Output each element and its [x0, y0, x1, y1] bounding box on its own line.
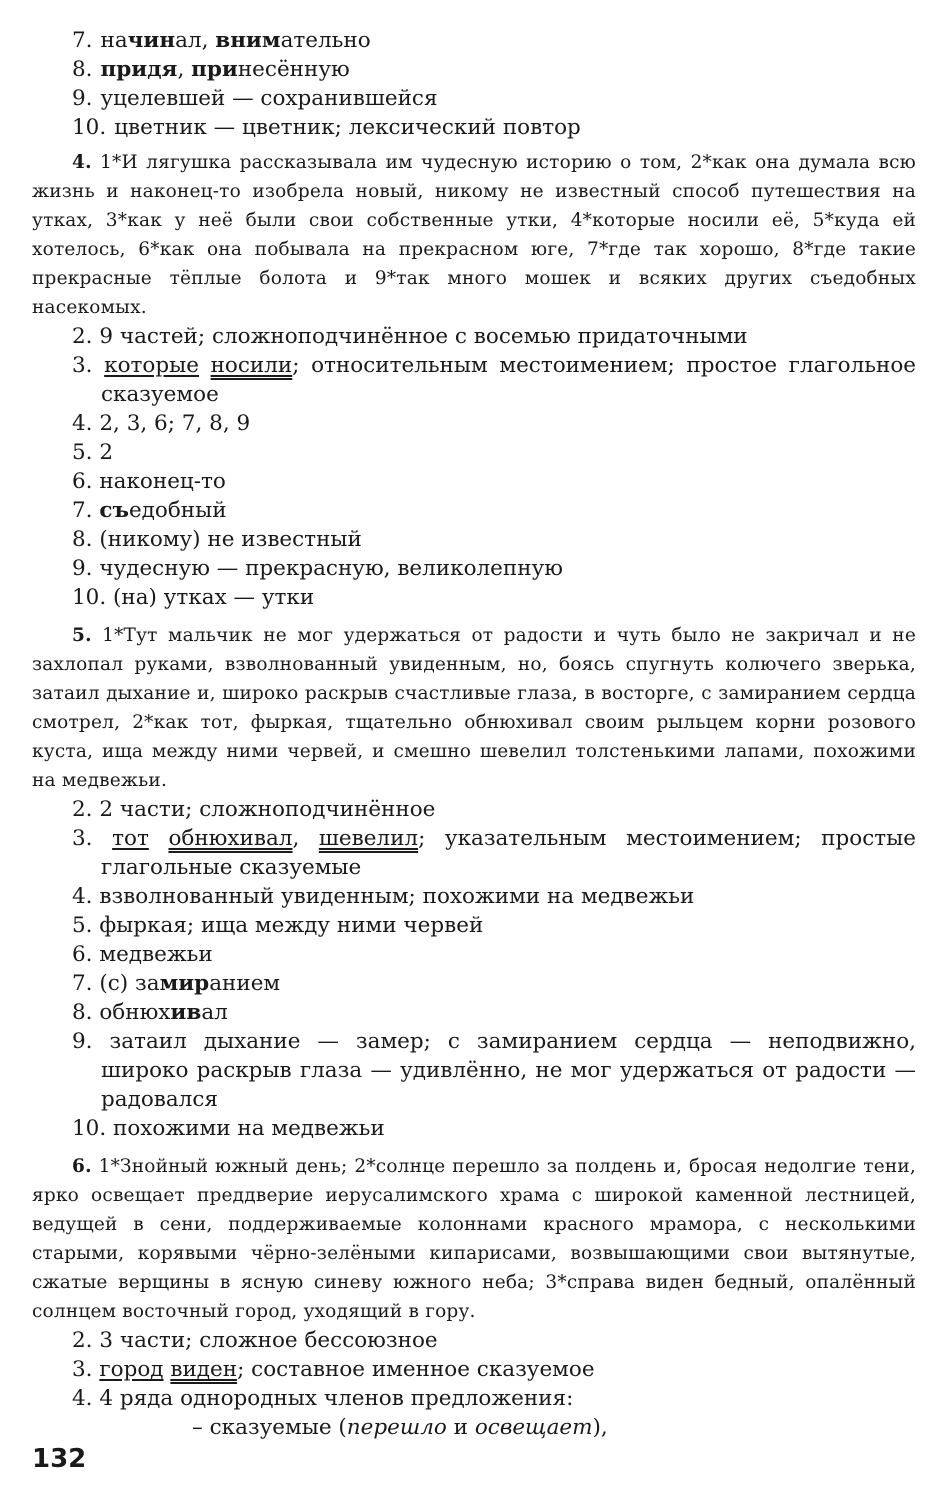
task5-answer-3: 3. тот обнюхивал, шевелил; указательным местоимением; простые глагольные сказуемые	[72, 826, 916, 880]
task4-answer-6: 6. наконец-то	[72, 469, 226, 494]
task4-answer-2: 2. 9 частей; сложноподчинённое с восемью придаточными	[72, 324, 748, 349]
task4-answer-8: 8. (никому) не известный	[72, 527, 362, 552]
top-list-item: 9. уцелевшей — сохранившейся	[72, 86, 438, 111]
task4-label: 4.	[72, 152, 92, 173]
task6-sentence: 1*Знойный южный день; 2*солнце перешло за полдень и, бросая недолгие тени, ярко освещает преддверие иерусалимского храма с широкой каменной лестницей, ведущей в сени, поддерживаемые колоннами красного мрамора, с несколькими старыми, корявыми чёрно-зелёными кипарисами, возвышающими свои вытянутые, сжатые верщины в ясную синеву южного неба; 3*справа виден бедный, опалённый солнцем восточный город, уходящий в гору.	[32, 1156, 916, 1322]
task5-answer-9: 9. затаил дыхание — замер; с замиранием сердца — неподвижно, широко раскрыв глаза — удивлённо, не мог удержаться от радости — радовался	[72, 1029, 916, 1112]
task6-text	[32, 1152, 916, 1326]
task5-answer-6: 6. медвежьи	[72, 942, 213, 967]
task4-subject: которые	[104, 353, 199, 378]
task5-answer-7: 7. (с) замиранием	[72, 971, 281, 996]
task5-label: 5.	[72, 625, 92, 646]
task4-text	[32, 148, 916, 322]
task5-answer-10: 10. похожими на медвежьи	[72, 1116, 385, 1141]
task5-predicate-1: обнюхивал	[168, 826, 293, 851]
task4-answer-7: 7. съедобный	[72, 498, 227, 523]
top-list-item: 10. цветник — цветник; лексический повтор	[72, 115, 581, 140]
task4-answer-5: 5. 2	[72, 440, 114, 465]
page-number: 132	[32, 1444, 87, 1474]
task4-answer-3: 3. которые носили; относительным местоимением; простое глагольное сказуемое	[72, 353, 916, 407]
task5-text	[32, 621, 916, 795]
task5-answer-4: 4. взволнованный увиденным; похожими на медвежьи	[72, 884, 695, 909]
task4-sentence: 1*И лягушка рассказывала им чудесную историю о том, 2*как она думала всю жизнь и наконец-то изобрела новый, никому не известный способ путешествия на утках, 3*как у неё были свои собственные утки, 4*которые носили её, 5*куда ей хотелось, 6*как она побывала на прекрасном юге, 7*где так хорошо, 8*где такие прекрасные тёплые болота и 9*так много мошек и всяких других съедобных насекомых.	[32, 152, 916, 318]
top-list-item: 7. начинал, внимательно	[72, 28, 371, 53]
task4-answer-4: 4. 2, 3, 6; 7, 8, 9	[72, 411, 251, 436]
task4-answer-10: 10. (на) утках — утки	[72, 585, 315, 610]
task6-answer-3: 3. город виден; составное именное сказуемое	[72, 1357, 595, 1382]
task6-predicate: виден	[170, 1357, 238, 1382]
top-answer-list	[32, 26, 916, 142]
task5-subject: тот	[112, 826, 149, 851]
task4-predicate: носили	[210, 353, 293, 378]
task6-answer-4-item: – сказуемые (перешло и освещает),	[192, 1415, 608, 1440]
task5-sentence: 1*Тут мальчик не мог удержаться от радости и чуть было не закричал и не захлопал руками, взволнованный увиденным, но, боясь спугнуть колючего зверька, затаил дыхание и, широко раскрыв счастливые глаза, в восторге, с замиранием сердца смотрел, 2*как тот, фыркая, тщательно обнюхивал своим рыльцем корни розового куста, ища между ними червей, и смешно шевелил толстенькими лапами, похожими на медвежьи.	[32, 625, 916, 791]
task5-predicate-2: шевелил	[318, 826, 419, 851]
task6-answer-4: 4. 4 ряда однородных членов предложения:	[72, 1386, 574, 1411]
page-content	[32, 26, 916, 1442]
task6-answer-2: 2. 3 части; сложное бессоюзное	[72, 1328, 438, 1353]
task5-answer-8: 8. обнюхивал	[72, 1000, 228, 1025]
task6-subject: город	[99, 1357, 164, 1382]
task5-answer-5: 5. фыркая; ища между ними червей	[72, 913, 484, 938]
top-list-item: 8. придя, принесённую	[72, 57, 350, 82]
task6-label: 6.	[72, 1156, 92, 1177]
task5-answer-2: 2. 2 части; сложноподчинённое	[72, 797, 436, 822]
task4-answer-9: 9. чудесную — прекрасную, великолепную	[72, 556, 563, 581]
